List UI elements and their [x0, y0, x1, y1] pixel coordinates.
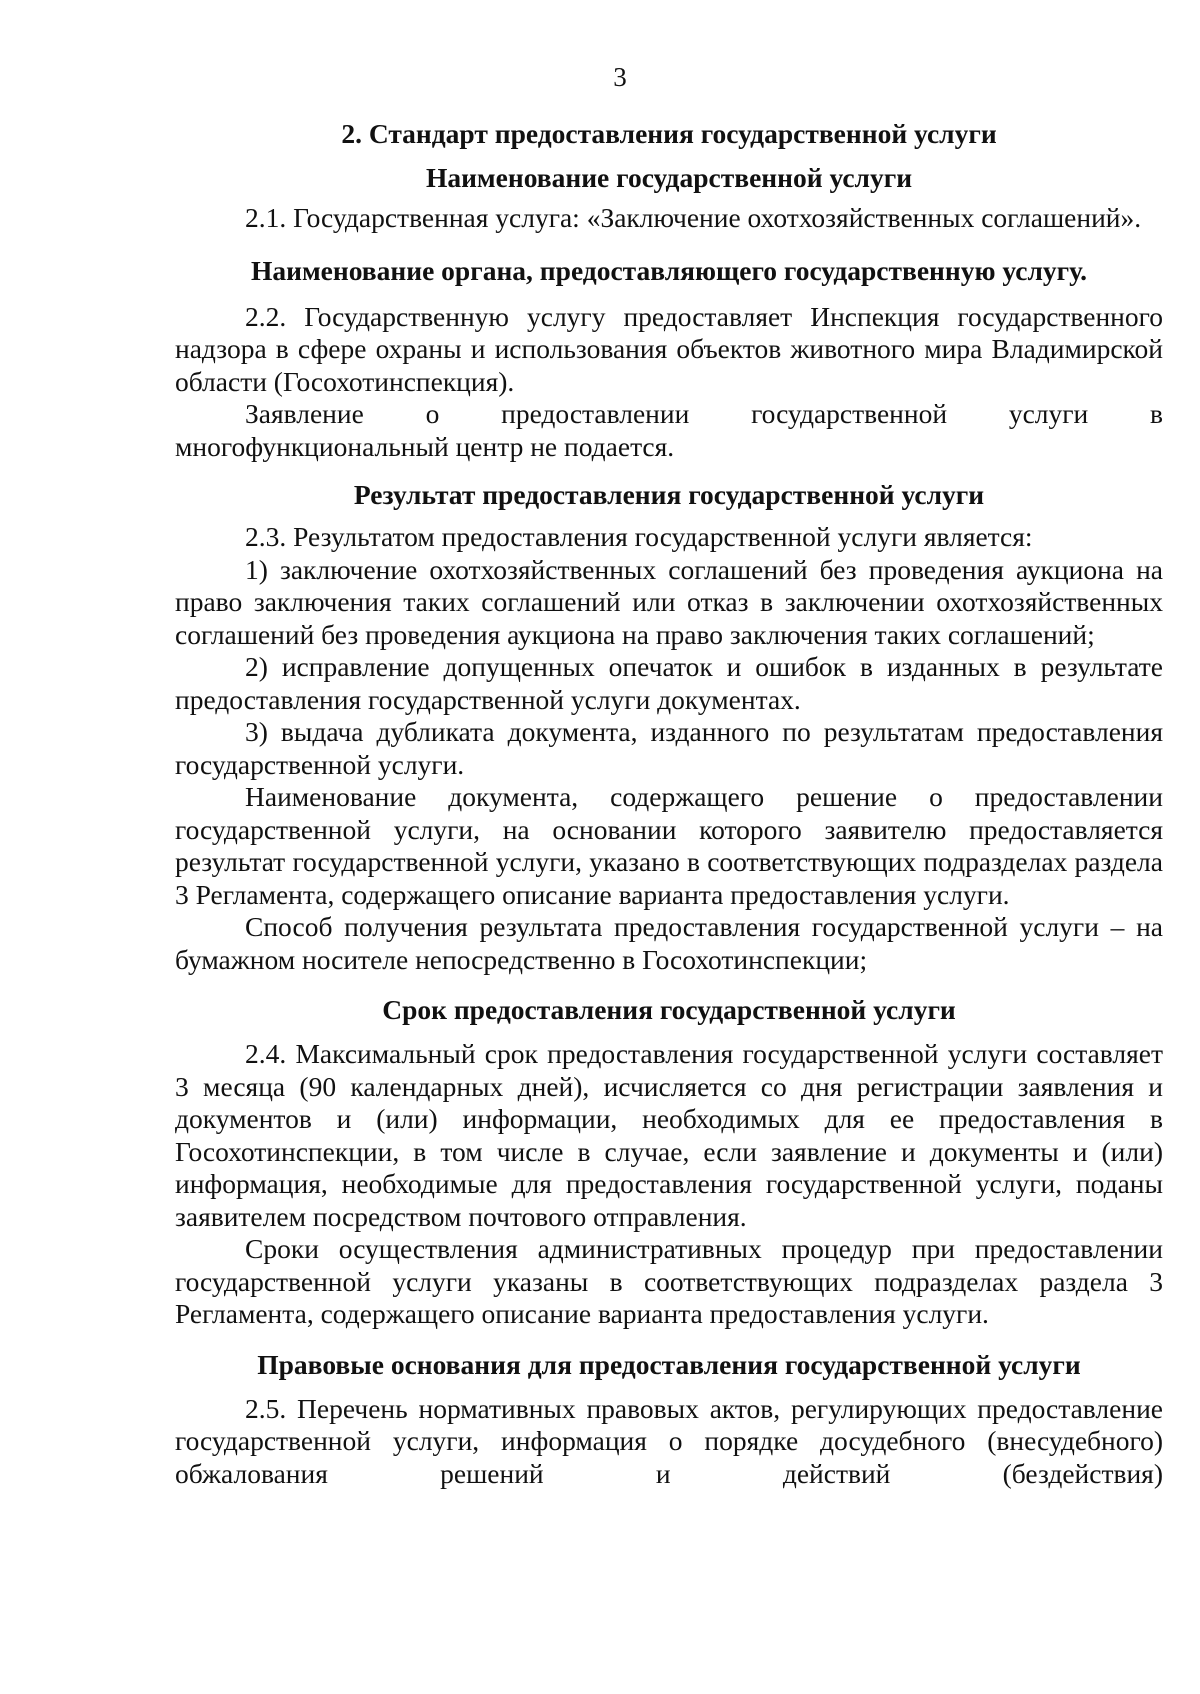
heading-result: Результат предоставления государственной услуги [353, 479, 985, 510]
paragraph-result-item-1: 1) заключение охотхозяйственных соглашений без проведения аукциона на право заключения таких соглашений или отказ в заключении охотхозяйственных соглашений без проведения аукциона на право заключения таких соглашений; [175, 553, 1163, 650]
paragraph-2-1: 2.1. Государственная услуга: «Заключение охотхозяйственных соглашений». [245, 202, 1142, 233]
heading-authority: Наименование органа, предоставляющего государственную услугу. [250, 254, 1088, 286]
paragraph-result-item-2: 2) исправление допущенных опечаток и ошибок в изданных в результате предоставления государственной услуги документах. [175, 651, 1163, 715]
paragraph-result-method: Способ получения результата предоставления государственной услуги – на бумажном носителе непосредственно в Госохотинспекции; [175, 911, 1163, 975]
paragraph-result-document: Наименование документа, содержащего решение о предоставлении государственной услуги, на основании которого заявителю предоставляется результат государственной услуги, указано в соответствующих подразделах раздела 3 Регламента, содержащего описание варианта предоставления услуги. [175, 781, 1163, 910]
paragraph-procedure-terms: Сроки осуществления административных процедур при предоставлении государственной услуги указаны в соответствующих подразделах раздела 3 Регламента, содержащего описание варианта предоставления услуги. [175, 1233, 1163, 1329]
paragraph-result-item-3: 3) выдача дубликата документа, изданного по результатам предоставления государственной услуги. [175, 716, 1163, 780]
heading-service-name: Наименование государственной услуги [425, 162, 913, 193]
document-body [175, 118, 1163, 1490]
heading-legal-basis: Правовые основания для предоставления государственной услуги [257, 1348, 1081, 1380]
paragraph-2-4: 2.4. Максимальный срок предоставления государственной услуги составляет 3 месяца (90 календарных дней), исчисляется со дня регистрации заявления и документов и (или) информации, необходимых для ее предоставления в Госохотинспекции, в том числе в случае, если заявление и документы и (или) информация, необходимые для предоставления государственной услуги, поданы заявителем посредством почтового отправления. [175, 1038, 1163, 1232]
section-title: 2. Стандарт предоставления государственной услуги [341, 118, 997, 149]
page-number: 3 [613, 62, 627, 92]
paragraph-2-3: 2.3. Результатом предоставления государственной услуги является: [245, 521, 1033, 552]
paragraph-mfc: Заявление о предоставлении государственной услуги в многофункциональный центр не подается. [175, 398, 1163, 462]
heading-term: Срок предоставления государственной услуги [382, 994, 956, 1025]
paragraph-2-2: 2.2. Государственную услугу предоставляет Инспекция государственного надзора в сфере охраны и использования объектов животного мира Владимирской области (Госохотинспекция). [175, 300, 1163, 397]
paragraph-2-5: 2.5. Перечень нормативных правовых актов, регулирующих предоставление государственной услуги, информация о порядке досудебного (внесудебного) обжалования решений и действий (бездействия) [175, 1392, 1163, 1489]
